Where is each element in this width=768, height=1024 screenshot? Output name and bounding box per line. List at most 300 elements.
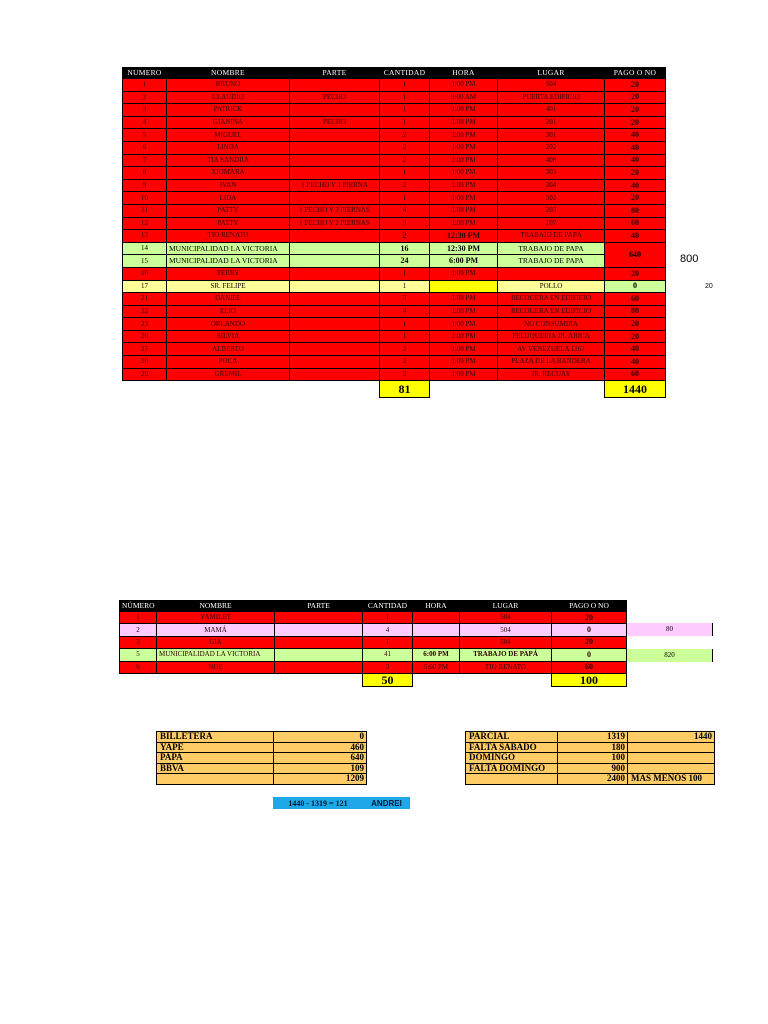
table-row bbox=[120, 612, 627, 624]
cell-nombre: BRUNO bbox=[167, 79, 290, 92]
cell-hora bbox=[413, 612, 460, 624]
cell-cantidad: 3 bbox=[363, 661, 413, 673]
summary-label: PARCIAL bbox=[466, 732, 558, 743]
cell-num: 2 bbox=[120, 624, 157, 636]
summary-value: 1319 bbox=[558, 732, 628, 743]
summary-row bbox=[157, 763, 367, 774]
cell-nombre: CLAUDIO bbox=[167, 91, 290, 104]
side-value-20: 20 bbox=[705, 283, 713, 290]
cell-parte: PECHO bbox=[290, 116, 380, 129]
cell-lugar: PUERTA EDIFICIO bbox=[498, 91, 605, 104]
cell-hora: 1:00 PM bbox=[430, 305, 498, 318]
cell-lugar: 301 bbox=[498, 129, 605, 142]
cell-pago: 40 bbox=[605, 141, 666, 154]
cell-lugar: 107 bbox=[498, 217, 605, 230]
summary-label: BBVA bbox=[157, 763, 274, 774]
cell-num: 3 bbox=[120, 636, 157, 648]
cell-pago: 60 bbox=[605, 293, 666, 306]
cell-cantidad: 1 bbox=[380, 318, 430, 331]
cell-hora: 1:00 PM bbox=[430, 167, 498, 180]
partial-summary bbox=[465, 731, 715, 785]
cell-num: 17 bbox=[123, 280, 167, 293]
side-cell bbox=[627, 636, 713, 649]
totals-row bbox=[120, 673, 627, 686]
summary-row bbox=[157, 774, 367, 785]
table-row bbox=[123, 242, 666, 255]
table-row bbox=[120, 636, 627, 648]
table-row bbox=[123, 79, 666, 92]
column-header: HORA bbox=[413, 601, 460, 612]
note-name: ANDREI bbox=[371, 798, 402, 808]
summary-row bbox=[466, 774, 715, 785]
cell-lugar: 502 bbox=[498, 192, 605, 205]
summary-label bbox=[157, 774, 274, 785]
cell-cantidad: 1 bbox=[380, 79, 430, 92]
summary-value: 109 bbox=[274, 763, 367, 774]
cell-cantidad: 1 bbox=[363, 636, 413, 648]
orders-table-1 bbox=[122, 67, 666, 398]
cell-parte bbox=[290, 104, 380, 117]
summary-label: DOMINGO bbox=[466, 753, 558, 764]
cell-parte: 1 PECHO Y 1 PIERNA bbox=[290, 179, 380, 192]
cell-lugar: 504 bbox=[460, 636, 552, 648]
cell-lugar: RECOGERA EN EDIFICIO bbox=[498, 305, 605, 318]
column-header: NOMBRE bbox=[167, 68, 290, 79]
column-header: PARTE bbox=[290, 68, 380, 79]
cell-cantidad: 41 bbox=[363, 649, 413, 661]
cell-lugar: TRABAJO DE PAPÁ bbox=[498, 230, 605, 243]
cell-cantidad: 1 bbox=[380, 116, 430, 129]
cell-nombre: GIA bbox=[157, 636, 275, 648]
summary-label: YAPE bbox=[157, 742, 274, 753]
cell-pago: 20 bbox=[605, 79, 666, 92]
cell-lugar: PELUQUERIA JR. ARICA bbox=[498, 330, 605, 343]
cell-pago: 40 bbox=[605, 179, 666, 192]
cell-nombre: YAMILET bbox=[157, 612, 275, 624]
cell-parte bbox=[290, 141, 380, 154]
cell-lugar: 401 bbox=[498, 104, 605, 117]
cell-num: 2 bbox=[123, 91, 167, 104]
cell-pago: 60 bbox=[605, 368, 666, 381]
cell-nombre: PATRICK bbox=[167, 104, 290, 117]
cell-num: 1 bbox=[120, 612, 157, 624]
cell-hora: 1:00 PM bbox=[430, 267, 498, 280]
cell-cantidad: 1 bbox=[380, 104, 430, 117]
cell-num: 7 bbox=[123, 154, 167, 167]
cell-parte bbox=[290, 267, 380, 280]
cell-nombre: GIANINA bbox=[167, 116, 290, 129]
cell-nombre: GREMIL bbox=[167, 368, 290, 381]
cell-num: 14 bbox=[123, 242, 167, 255]
cell-cantidad: 1 bbox=[380, 267, 430, 280]
cell-pago: 0 bbox=[605, 280, 666, 293]
cell-num: 29 bbox=[123, 368, 167, 381]
cell-nombre: PATTY bbox=[167, 204, 290, 217]
cell-pago: 20 bbox=[605, 192, 666, 205]
cell-parte bbox=[290, 255, 380, 268]
table-row bbox=[123, 267, 666, 280]
cell-hora: 1:00 PM bbox=[430, 141, 498, 154]
column-header: LUGAR bbox=[498, 68, 605, 79]
cell-nombre: TIO RENATO bbox=[167, 230, 290, 243]
summary-row bbox=[466, 763, 715, 774]
cell-cantidad: 3 bbox=[380, 293, 430, 306]
cell-num: 5 bbox=[123, 129, 167, 142]
cell-hora: 1:00 PM bbox=[430, 318, 498, 331]
cell-nombre: MUNICIPALIDAD LA VICTORIA bbox=[167, 255, 290, 268]
cell-num: 27 bbox=[123, 343, 167, 356]
cell-parte: PECHO bbox=[290, 91, 380, 104]
cell-num: 6 bbox=[123, 141, 167, 154]
cell-num: 1 bbox=[123, 79, 167, 92]
table2-side-cells bbox=[627, 610, 713, 675]
cell-hora: 1:00 PM bbox=[430, 293, 498, 306]
cell-num: 22 bbox=[123, 305, 167, 318]
table-row bbox=[123, 104, 666, 117]
column-header: PARTE bbox=[275, 601, 363, 612]
table-header-row bbox=[123, 68, 666, 79]
cell-pago: 20 bbox=[605, 318, 666, 331]
summary-value: 180 bbox=[558, 742, 628, 753]
column-header: LUGAR bbox=[460, 601, 552, 612]
cell-cantidad: 4 bbox=[363, 624, 413, 636]
cell-cantidad: 2 bbox=[380, 343, 430, 356]
cell-nombre: PATTY bbox=[167, 217, 290, 230]
payment-summary bbox=[156, 731, 367, 785]
table-row bbox=[120, 624, 627, 636]
cell-hora: 1:00 PM bbox=[430, 217, 498, 230]
cell-nombre: MIGUEL bbox=[167, 129, 290, 142]
cell-pago: 20 bbox=[605, 330, 666, 343]
total-cantidad: 81 bbox=[380, 381, 430, 398]
cell-parte bbox=[290, 280, 380, 293]
cell-cantidad: 4 bbox=[380, 305, 430, 318]
table-row bbox=[120, 661, 627, 673]
cell-cantidad: 1 bbox=[380, 192, 430, 205]
cell-nombre: ALBERTO bbox=[167, 343, 290, 356]
cell-cantidad: 2 bbox=[380, 230, 430, 243]
cell-lugar: AV VENEZUELA 1167 bbox=[498, 343, 605, 356]
cell-num: 11 bbox=[123, 204, 167, 217]
cell-hora: 12:30 PM bbox=[430, 230, 498, 243]
cell-nombre: ORLANDO bbox=[167, 318, 290, 331]
cell-cantidad: 2 bbox=[380, 129, 430, 142]
cell-parte bbox=[290, 79, 380, 92]
cell-lugar: TRABAJO DE PAPA bbox=[498, 242, 605, 255]
cell-hora: 1:00 PM bbox=[430, 154, 498, 167]
cell-num: 28 bbox=[123, 356, 167, 369]
cell-pago: 80 bbox=[605, 305, 666, 318]
cell-hora: 9:00 AM bbox=[430, 91, 498, 104]
cell-num: 6 bbox=[120, 661, 157, 673]
cell-num: 13 bbox=[123, 230, 167, 243]
summary-extra bbox=[628, 753, 715, 764]
cell-pago: 20 bbox=[605, 104, 666, 117]
total-cantidad-2: 50 bbox=[363, 673, 413, 686]
cell-cantidad: 3 bbox=[380, 217, 430, 230]
cell-parte bbox=[290, 129, 380, 142]
cell-cantidad: 1 bbox=[380, 330, 430, 343]
cell-pago: 0 bbox=[552, 649, 627, 661]
summary-row bbox=[157, 742, 367, 753]
cell-lugar: RECOGERA EN EDIFICIO bbox=[498, 293, 605, 306]
cell-nombre: XIOMARA bbox=[167, 167, 290, 180]
cell-hora: 5:00 PM bbox=[413, 661, 460, 673]
cell-hora: 1:00 PM bbox=[430, 116, 498, 129]
summary-extra: 1440 bbox=[628, 732, 715, 743]
cell-hora bbox=[430, 280, 498, 293]
cell-parte bbox=[275, 649, 363, 661]
column-header: PAGO O NO bbox=[605, 68, 666, 79]
cell-pago: 40 bbox=[605, 154, 666, 167]
orders-table-2 bbox=[119, 600, 627, 687]
cell-parte bbox=[290, 356, 380, 369]
cell-pago: 40 bbox=[605, 356, 666, 369]
table-row bbox=[123, 217, 666, 230]
cell-pago: 80 bbox=[605, 204, 666, 217]
cell-lugar: 504 bbox=[460, 612, 552, 624]
cell-lugar: NO CONSUMIRA bbox=[498, 318, 605, 331]
table-row bbox=[123, 356, 666, 369]
cell-parte bbox=[290, 154, 380, 167]
cell-hora: 1:00 PM bbox=[430, 204, 498, 217]
cell-hora: 1:00 PM bbox=[430, 192, 498, 205]
cell-hora: 1:00 PM bbox=[430, 343, 498, 356]
cell-pago: 40 bbox=[605, 129, 666, 142]
side-cell bbox=[627, 662, 713, 675]
cell-nombre: MUNICIPALIDAD LA VICTORIA bbox=[167, 242, 290, 255]
total-pago: 1440 bbox=[605, 381, 666, 398]
cell-num: 12 bbox=[123, 217, 167, 230]
table-row bbox=[123, 192, 666, 205]
cell-pago: 20 bbox=[605, 167, 666, 180]
cell-cantidad: 1 bbox=[380, 167, 430, 180]
cell-pago: 20 bbox=[605, 91, 666, 104]
table-row bbox=[123, 343, 666, 356]
summary-value: 1209 bbox=[274, 774, 367, 785]
cell-cantidad: 2 bbox=[380, 356, 430, 369]
cell-parte bbox=[275, 624, 363, 636]
summary-row bbox=[157, 753, 367, 764]
cell-lugar: 202 bbox=[498, 141, 605, 154]
cell-hora: 6:00 PM bbox=[430, 255, 498, 268]
cell-num: 15 bbox=[123, 255, 167, 268]
column-header: HORA bbox=[430, 68, 498, 79]
column-header: CANTIDAD bbox=[363, 601, 413, 612]
cell-cantidad: 2 bbox=[380, 179, 430, 192]
side-cell: 820 bbox=[627, 649, 713, 662]
summary-row bbox=[466, 753, 715, 764]
cell-lugar: TRABAJO DE PAPÁ bbox=[460, 649, 552, 661]
cell-parte bbox=[290, 330, 380, 343]
cell-nombre: LINDA bbox=[167, 141, 290, 154]
summary-extra bbox=[628, 742, 715, 753]
summary-row bbox=[157, 732, 367, 743]
cell-nombre: TERRY bbox=[167, 267, 290, 280]
cell-lugar: 201 bbox=[498, 116, 605, 129]
cell-num: 26 bbox=[123, 330, 167, 343]
table-row bbox=[123, 179, 666, 192]
difference-formula: 1440 - 1319 = 121 bbox=[288, 798, 348, 808]
cell-parte: 1 PECHO Y 3 PIERNAS bbox=[290, 204, 380, 217]
table-row bbox=[123, 330, 666, 343]
cell-lugar: TIO RENATO bbox=[460, 661, 552, 673]
summary-row bbox=[466, 742, 715, 753]
cell-pago: 0 bbox=[552, 624, 627, 636]
cell-lugar: POLLO bbox=[498, 280, 605, 293]
cell-nombre: TIA SANDRA bbox=[167, 154, 290, 167]
summary-value: 900 bbox=[558, 763, 628, 774]
summary-value: 2400 bbox=[558, 774, 628, 785]
cell-nombre: SR. FELIPE bbox=[167, 280, 290, 293]
summary-row bbox=[466, 732, 715, 743]
cell-lugar: JR. RECUAY bbox=[498, 368, 605, 381]
side-cell: 80 bbox=[627, 623, 713, 636]
table-row bbox=[123, 255, 666, 268]
summary-value: 0 bbox=[274, 732, 367, 743]
side-cell bbox=[627, 610, 713, 623]
table-row bbox=[123, 204, 666, 217]
column-header: NOMBRE bbox=[157, 601, 275, 612]
summary-label: FALTA DOMINGO bbox=[466, 763, 558, 774]
cell-num: 21 bbox=[123, 293, 167, 306]
column-header: PAGO O NO bbox=[552, 601, 627, 612]
cell-nombre: LIDA bbox=[167, 192, 290, 205]
cell-parte bbox=[275, 636, 363, 648]
cell-cantidad: 1 bbox=[380, 280, 430, 293]
cell-cantidad: 2 bbox=[380, 141, 430, 154]
summary-value: 460 bbox=[274, 742, 367, 753]
cell-hora: 1:00 PM bbox=[430, 179, 498, 192]
cell-parte bbox=[275, 612, 363, 624]
column-header: CANTIDAD bbox=[380, 68, 430, 79]
cell-hora: 1:00 PM bbox=[430, 104, 498, 117]
table-row bbox=[123, 293, 666, 306]
cell-pago: 60 bbox=[605, 217, 666, 230]
cell-parte bbox=[290, 305, 380, 318]
cell-parte: 1 PECHO Y 2 PIERNAS bbox=[290, 217, 380, 230]
cell-cantidad: 2 bbox=[380, 154, 430, 167]
cell-hora: 6:00 PM bbox=[413, 649, 460, 661]
column-header: NUMERO bbox=[123, 68, 167, 79]
cell-nombre: ELIO bbox=[167, 305, 290, 318]
cell-lugar: 504 bbox=[498, 79, 605, 92]
summary-extra: MAS MENOS 100 bbox=[628, 774, 715, 785]
summary-label bbox=[466, 774, 558, 785]
cell-hora: 1:00 PM bbox=[430, 356, 498, 369]
cell-num: 9 bbox=[123, 179, 167, 192]
cell-pago: 20 bbox=[552, 612, 627, 624]
cell-pago: 60 bbox=[552, 661, 627, 673]
cell-parte bbox=[290, 368, 380, 381]
cell-num: 23 bbox=[123, 318, 167, 331]
cell-parte bbox=[275, 661, 363, 673]
column-header: NÚMERO bbox=[120, 601, 157, 612]
table-row bbox=[123, 141, 666, 154]
cell-pago: 40 bbox=[605, 343, 666, 356]
cell-pago: 20 bbox=[605, 267, 666, 280]
cell-lugar: 303 bbox=[498, 167, 605, 180]
cell-parte bbox=[290, 318, 380, 331]
cell-hora: 1:00 PM bbox=[430, 330, 498, 343]
cell-parte bbox=[290, 242, 380, 255]
cell-hora: 12:30 PM bbox=[430, 242, 498, 255]
cell-lugar: 304 bbox=[498, 179, 605, 192]
cell-hora: 1:00 PM bbox=[430, 368, 498, 381]
cell-num: 16 bbox=[123, 267, 167, 280]
cell-nombre: NOE bbox=[157, 661, 275, 673]
cell-lugar: TRABAJO DE PAPA bbox=[498, 255, 605, 268]
summary-extra bbox=[628, 763, 715, 774]
cell-nombre: POCA bbox=[167, 356, 290, 369]
summary-value: 640 bbox=[274, 753, 367, 764]
cell-lugar: 504 bbox=[460, 624, 552, 636]
cell-cantidad: 1 bbox=[380, 91, 430, 104]
table-row bbox=[120, 649, 627, 661]
table-row bbox=[123, 230, 666, 243]
cell-cantidad: 1 bbox=[363, 612, 413, 624]
cell-num: 8 bbox=[123, 167, 167, 180]
table-row bbox=[123, 129, 666, 142]
table-row bbox=[123, 368, 666, 381]
cell-lugar: 203 bbox=[498, 204, 605, 217]
cell-lugar: PLAZA DE LA BANDERA bbox=[498, 356, 605, 369]
cell-pago: 640 bbox=[605, 242, 666, 267]
cell-cantidad: 24 bbox=[380, 255, 430, 268]
cell-pago: 40 bbox=[605, 230, 666, 243]
cell-lugar: 408 bbox=[498, 154, 605, 167]
cell-cantidad: 16 bbox=[380, 242, 430, 255]
summary-value: 100 bbox=[558, 753, 628, 764]
cell-pago: 20 bbox=[605, 116, 666, 129]
cell-parte bbox=[290, 192, 380, 205]
cell-nombre: SILVIA bbox=[167, 330, 290, 343]
table-row bbox=[123, 318, 666, 331]
table-row bbox=[123, 154, 666, 167]
cell-nombre: IVAN bbox=[167, 179, 290, 192]
summary-label: PAPA bbox=[157, 753, 274, 764]
cell-num: 10 bbox=[123, 192, 167, 205]
cell-hora: 1:00 PM bbox=[430, 129, 498, 142]
cell-cantidad: 4 bbox=[380, 204, 430, 217]
cell-parte bbox=[290, 343, 380, 356]
cell-nombre: MUNICIPALIDAD LA VICTORIA bbox=[157, 649, 275, 661]
cell-nombre: MAMÁ bbox=[157, 624, 275, 636]
table-row bbox=[123, 116, 666, 129]
cell-num: 4 bbox=[123, 116, 167, 129]
summary-label: FALTA SABADO bbox=[466, 742, 558, 753]
table-row bbox=[123, 167, 666, 180]
difference-note bbox=[273, 797, 410, 809]
cell-hora bbox=[413, 624, 460, 636]
table-row bbox=[123, 91, 666, 104]
total-pago-2: 100 bbox=[552, 673, 627, 686]
cell-lugar bbox=[498, 267, 605, 280]
table-row bbox=[123, 280, 666, 293]
cell-hora: 1:00 PM bbox=[430, 79, 498, 92]
cell-hora bbox=[413, 636, 460, 648]
cell-pago: 20 bbox=[552, 636, 627, 648]
side-value-800: 800 bbox=[680, 253, 699, 265]
totals-row bbox=[123, 381, 666, 398]
cell-nombre: DANIEL bbox=[167, 293, 290, 306]
table-header-row bbox=[120, 601, 627, 612]
cell-parte bbox=[290, 230, 380, 243]
cell-num: 5 bbox=[120, 649, 157, 661]
cell-num: 3 bbox=[123, 104, 167, 117]
table-row bbox=[123, 305, 666, 318]
cell-parte bbox=[290, 293, 380, 306]
